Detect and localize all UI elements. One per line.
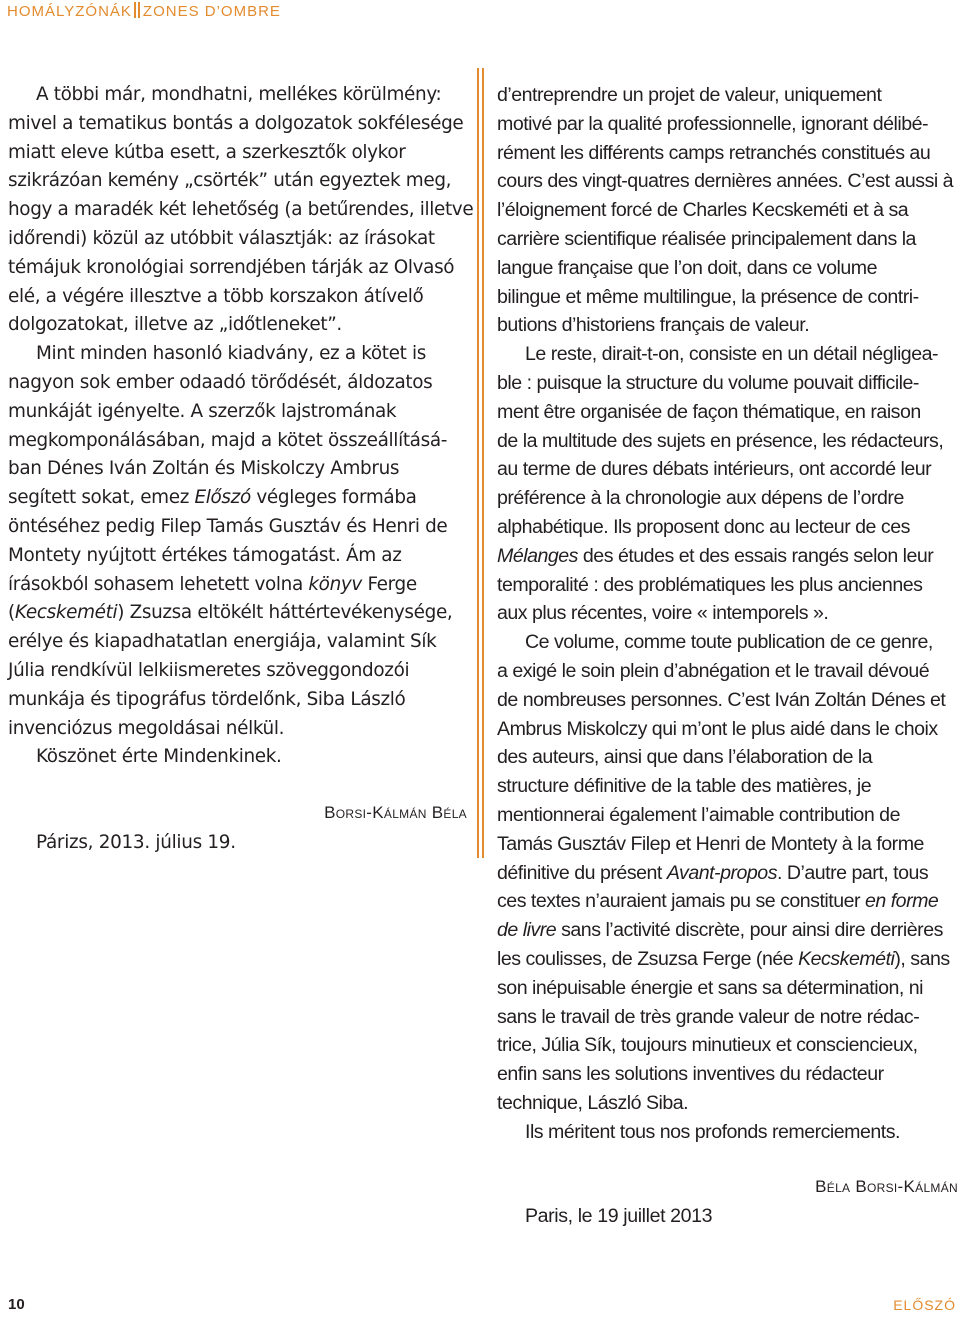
text-line: Köszönet érte Mindenkinek. — [36, 746, 282, 768]
page-number: 10 — [8, 1296, 25, 1313]
text-line: mivel a tematikus bontás a dolgozatok sokfélesége — [8, 112, 464, 134]
text-line — [8, 599, 464, 628]
text-run: des études et des essais rangés selon leur — [577, 544, 934, 567]
text-line: sans le travail de très grande valeur de notre rédac- — [497, 1005, 920, 1028]
italic-run: en forme — [865, 890, 939, 913]
text-line: invenciózus megoldásai nélkül. — [8, 717, 285, 739]
text-line: Ils méritent tous nos profonds remerciements. — [525, 1120, 900, 1143]
hu-paragraph-1 — [8, 81, 474, 340]
text-line: butions d’historiens français de valeur. — [497, 314, 810, 337]
text-line: nagyon sok ember odaadó törődését, áldozatos — [8, 371, 433, 393]
text-line: Ce volume, comme toute publication de ce genre, — [525, 631, 933, 654]
text-line: ban Dénes Iván Zoltán és Miskolczy Ambrus — [8, 458, 400, 480]
text-line: Montety nyújtott értékes támogatást. Ám az — [8, 544, 402, 566]
text-line — [497, 859, 960, 888]
hu-date: Párizs, 2013. július 19. — [36, 832, 236, 853]
fr-signature: Béla Borsi-Kálmán — [815, 1177, 958, 1196]
text-line: öntéséhez pedig Filep Tamás Gusztáv és Henri de — [8, 515, 448, 537]
text-line: technique, László Siba. — [497, 1091, 689, 1114]
text-line: structure définitive de la table des matières, je — [497, 775, 872, 798]
running-header — [7, 2, 281, 20]
header-title-hu: HOMÁLYZÓNÁK — [7, 3, 132, 20]
text-line: rément les différents camps retranchés constitués au — [497, 141, 931, 164]
text-line: aux plus récentes, voire « intemporels ». — [497, 602, 829, 625]
fr-date: Paris, le 19 juillet 2013 — [525, 1205, 713, 1227]
text-run: írásokból sohasem lehetett volna — [8, 573, 309, 595]
text-line: au terme de dures débats intérieurs, ont accordé leur — [497, 458, 932, 481]
text-line: Júlia rendkívül lelkiismeretes szöveggondozói — [8, 659, 410, 681]
text-line: Tamás Gusztáv Filep et Henri de Montety à la forme — [497, 832, 924, 855]
fr-paragraph-3 — [497, 628, 960, 1118]
text-line: bilingue et même multilingue, la présence de contri- — [497, 285, 919, 308]
italic-run: de livre — [497, 919, 557, 942]
hu-paragraph-2 — [8, 340, 464, 743]
text-line: des auteurs, ainsi que dans l’élaboration de la — [497, 746, 873, 769]
text-line: miatt eleve kútba esett, a szerkesztők olykor — [8, 141, 406, 163]
text-line: ble : puisque la structure du volume pouvait difficile- — [497, 371, 919, 394]
text-run: segített sokat, emez — [8, 487, 195, 509]
header-separator — [134, 2, 136, 18]
italic-run: Kecskeméti — [798, 947, 895, 970]
italic-run: Előszó — [194, 487, 251, 509]
text-run: . D’autre part, tous — [777, 861, 929, 884]
text-line: Mint minden hasonló kiadvány, ez a kötet is — [36, 343, 426, 365]
text-line: munkáját igényelte. A szerzők lajstromának — [8, 400, 397, 422]
text-line: de nombreuses personnes. C’est Iván Zoltán Dénes et — [497, 688, 946, 711]
footer-section-label: ELŐSZÓ — [893, 1297, 956, 1313]
header-title-fr: ZONES D’OMBRE — [142, 3, 281, 20]
text-line: szikrázóan kemény „csörték” után egyeztek meg, — [8, 170, 452, 192]
text-line: dolgozatokat, illetve az „időtleneket”. — [8, 314, 342, 336]
text-line: erélye és kiapadhatatlan energiája, valamint Sík — [8, 631, 437, 653]
text-line: langue française que l’on doit, dans ce volume — [497, 256, 878, 279]
text-line: de la multitude des sujets en présence, les rédacteurs, — [497, 429, 944, 452]
text-line: Ambrus Miskolczy qui m’ont le plus aidé dans le choix — [497, 717, 938, 740]
text-line: préférence à la chronologie aux dépens de l’ordre — [497, 487, 904, 510]
hu-signature: Borsi-Kálmán Béla — [324, 803, 467, 822]
italic-run: Kecskeméti — [14, 602, 118, 624]
text-line: alphabétique. Ils proposent donc au lecteur de ces — [497, 515, 910, 538]
text-run: les coulisses, de Zsuzsa Ferge (née — [497, 947, 799, 970]
text-line: Le reste, dirait-t-on, consiste en un détail négligea- — [525, 343, 939, 366]
fr-paragraph-1 — [497, 81, 960, 340]
text-line: temporalité : des problématiques les plus anciennes — [497, 573, 923, 596]
text-line: trice, Júlia Sík, toujours minutieux et consciencieux, — [497, 1034, 918, 1057]
text-line: megkomponálásában, majd a kötet összeállításá- — [8, 429, 448, 451]
text-line: motivé par la qualité professionnelle, ignorant délibé- — [497, 112, 929, 135]
text-line: hogy a maradék két lehetőség (a betűrendes, illetve — [8, 199, 474, 221]
hu-paragraph-3 — [8, 743, 464, 772]
text-line: elé, a végére illesztve a több korszakon átívelő — [8, 285, 424, 307]
italic-run: Avant-propos — [666, 861, 777, 884]
italic-run: Mélanges — [497, 544, 578, 567]
text-line: munkája és tipográfus tördelőnk, Siba László — [8, 688, 406, 710]
text-run: végleges formába — [250, 487, 417, 509]
text-run: ), sans — [894, 947, 950, 970]
text-run: ( — [8, 602, 15, 624]
text-line: enfin sans les solutions inventives du rédacteur — [497, 1063, 884, 1086]
text-line: son inépuisable énergie et sans sa détermination, ni — [497, 976, 924, 999]
fr-paragraph-4 — [497, 1118, 960, 1147]
text-line — [8, 571, 464, 600]
text-line: cours des vingt-quatres dernières années. C’est aussi à — [497, 170, 954, 193]
column-divider — [477, 68, 479, 858]
text-run: ) Zsuzsa eltökélt háttértevékenysége, — [117, 602, 453, 624]
text-line: témájuk kronológiai sorrendjében tárják az Olvasó — [8, 256, 455, 278]
text-line — [8, 484, 464, 513]
french-column — [497, 81, 960, 1146]
text-line — [497, 542, 960, 571]
text-line: d’entreprendre un projet de valeur, uniquement — [497, 84, 882, 106]
text-run: Ferge — [361, 573, 417, 595]
fr-paragraph-2 — [497, 340, 960, 628]
text-line: a exigé le soin plein d’abnégation et le travail dévoué — [497, 659, 930, 682]
text-line: l’éloignement forcé de Charles Kecskeméti et à sa — [497, 199, 909, 222]
text-line — [497, 887, 960, 916]
text-line: időrendi) közül az utóbbit választják: az írásokat — [8, 227, 435, 249]
text-line: carrière scientifique réalisée principalement dans la — [497, 227, 916, 250]
text-run: sans l’activité discrète, pour ainsi dire derrières — [556, 919, 943, 942]
italic-run: könyv — [308, 573, 362, 595]
text-line: mentionnerai également l’aimable contribution de — [497, 803, 900, 826]
text-run: définitive du présent — [497, 861, 667, 884]
text-line — [497, 945, 960, 974]
text-run: ces textes n’auraient jamais pu se constituer — [497, 890, 865, 913]
text-line: A többi már, mondhatni, mellékes körülmény: — [36, 84, 442, 105]
text-line — [497, 916, 960, 945]
text-line: ment être organisée de façon thématique, en raison — [497, 400, 921, 423]
hungarian-column — [8, 81, 474, 772]
